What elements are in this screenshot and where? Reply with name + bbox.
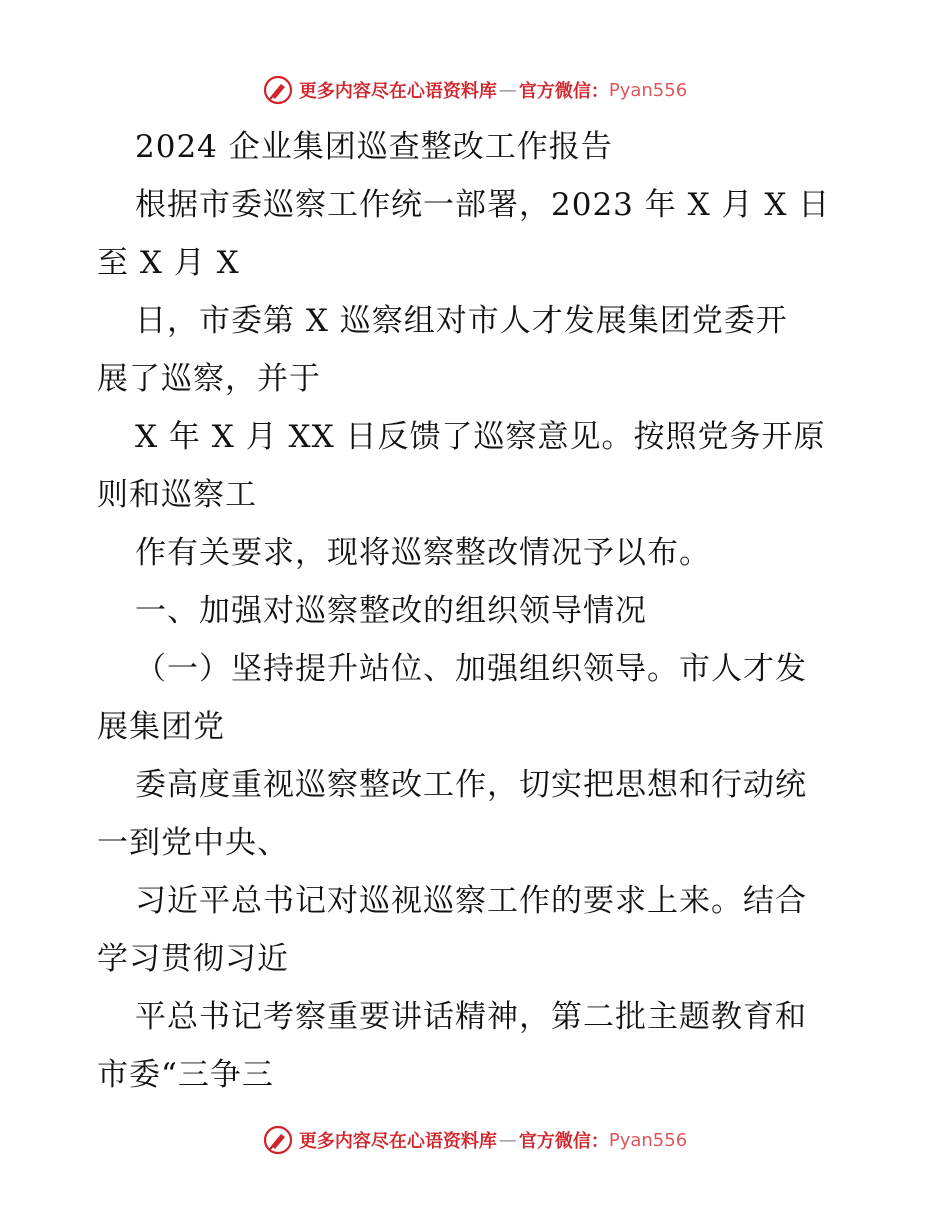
document-body <box>97 118 857 1104</box>
watermark-wechat-id: Pyan556 <box>608 1129 688 1151</box>
text-line: 学习贯彻习近 <box>97 941 289 977</box>
watermark-wechat-label: 官方微信： <box>518 1131 609 1152</box>
text-line: 委高度重视巡察整改工作，切实把思想和行动统 <box>135 767 807 803</box>
watermark-header <box>0 70 950 110</box>
text-line: 日，市委第 X 巡察组对市人才发展集团党委开 <box>135 303 788 339</box>
text-line: 则和巡察工 <box>97 477 257 513</box>
pen-logo-icon <box>263 75 293 105</box>
subsection-heading: （一）坚持提升站位、加强组织领导。市人才发 <box>135 651 807 687</box>
section-heading: 一、加强对巡察整改的组织领导情况 <box>135 593 647 629</box>
text-line: 展集团党 <box>97 709 225 745</box>
text-line: 展了巡察，并于 <box>97 361 321 397</box>
text-line: X 年 X 月 XX 日反馈了巡察意见。按照党务开原 <box>135 419 826 455</box>
pen-logo-icon <box>263 1125 293 1155</box>
text-line: 至 X 月 X <box>97 245 240 281</box>
text-line: 平总书记考察重要讲话精神，第二批主题教育和 <box>135 999 807 1035</box>
watermark-wechat-id: Pyan556 <box>608 79 688 101</box>
watermark-dash: — <box>498 79 517 101</box>
text-line: 习近平总书记对巡视巡察工作的要求上来。结合 <box>135 883 807 919</box>
text-line: 根据市委巡察工作统一部署，2023 年 X 月 X 日 <box>135 187 831 223</box>
watermark-dash: — <box>498 1129 517 1151</box>
watermark-main-text: 更多内容尽在心语资料库 <box>298 81 497 102</box>
watermark-footer <box>0 1120 950 1160</box>
watermark-main-text: 更多内容尽在心语资料库 <box>298 1131 497 1152</box>
text-line: 市委“三争三 <box>97 1057 274 1093</box>
document-title: 2024 企业集团巡查整改工作报告 <box>135 129 613 165</box>
watermark-wechat-label: 官方微信： <box>518 81 609 102</box>
text-line: 作有关要求，现将巡察整改情况予以布。 <box>135 535 711 571</box>
text-line: 一到党中央、 <box>97 825 289 861</box>
